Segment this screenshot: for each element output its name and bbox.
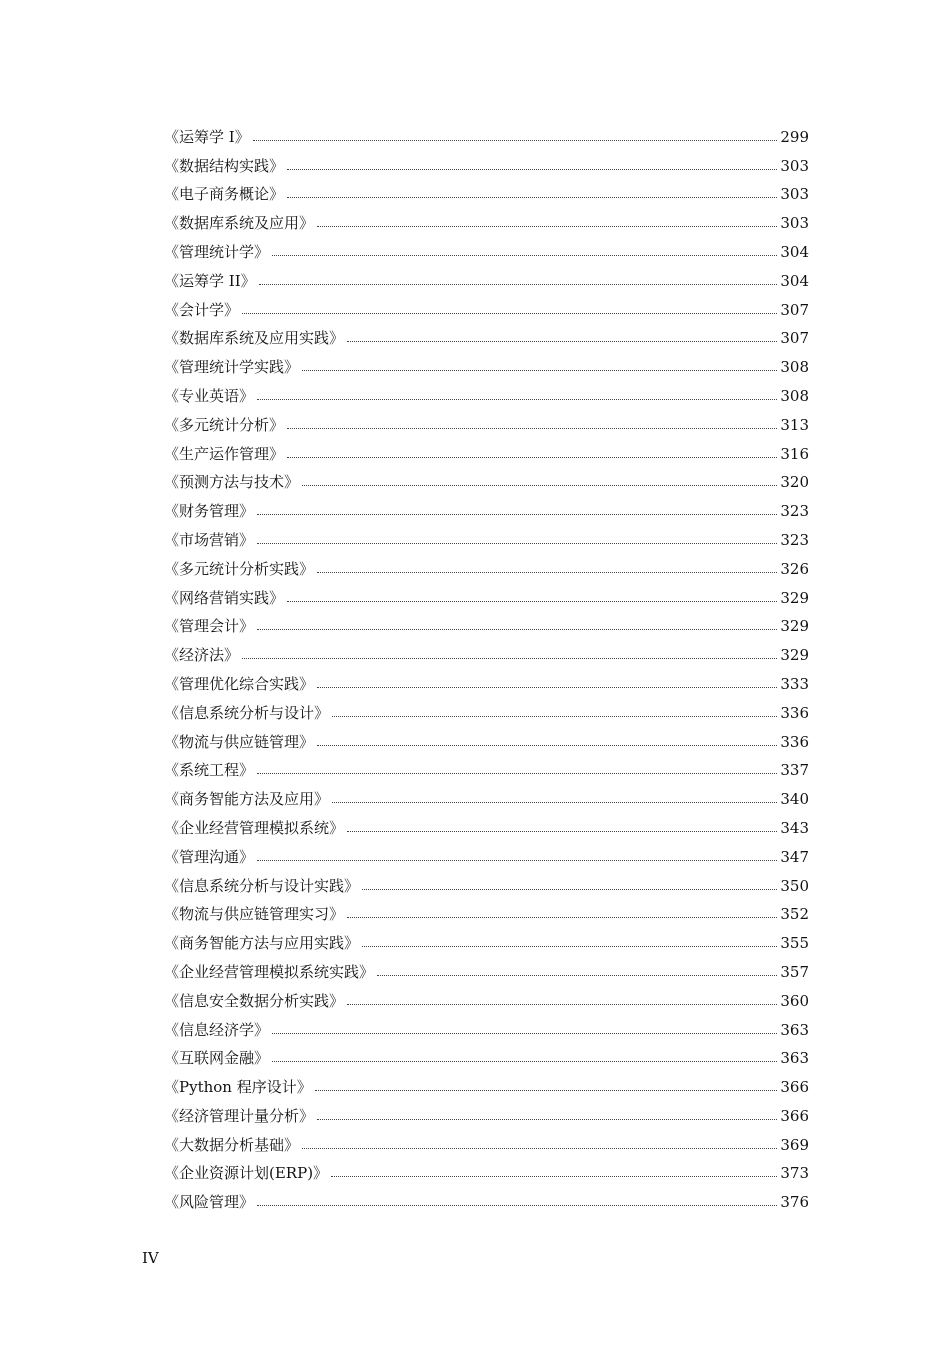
toc-entry-page: 303 bbox=[780, 156, 809, 175]
toc-entry-title: 《互联网金融》 bbox=[164, 1049, 270, 1068]
toc-entry[interactable] bbox=[164, 1010, 809, 1039]
toc-entry-page: 320 bbox=[780, 473, 809, 492]
toc-entry-page: 323 bbox=[780, 502, 809, 521]
toc-entry-page: 360 bbox=[780, 991, 809, 1010]
toc-entry-title: 《多元统计分析实践》 bbox=[164, 559, 315, 578]
toc-entry-page: 303 bbox=[780, 214, 809, 233]
toc-entry[interactable] bbox=[164, 463, 809, 492]
toc-entry-page: 307 bbox=[780, 329, 809, 348]
toc-entry-title: 《信息系统分析与设计实践》 bbox=[164, 876, 360, 895]
toc-entry-title: 《生产运作管理》 bbox=[164, 444, 285, 463]
toc-entry-title: 《运筹学 I》 bbox=[164, 127, 250, 146]
toc-entry-page: 340 bbox=[780, 790, 809, 809]
toc-entry-title: 《商务智能方法及应用》 bbox=[164, 790, 330, 809]
toc-dot-leader bbox=[347, 917, 777, 918]
toc-entry-title: 《管理优化综合实践》 bbox=[164, 674, 315, 693]
toc-entry[interactable] bbox=[164, 319, 809, 348]
toc-entry[interactable] bbox=[164, 607, 809, 636]
toc-entry-title: 《管理会计》 bbox=[164, 617, 255, 636]
toc-entry-page: 304 bbox=[780, 271, 809, 290]
toc-dot-leader bbox=[272, 1061, 777, 1062]
toc-entry-page: 376 bbox=[780, 1193, 809, 1212]
toc-entry-title: 《运筹学 II》 bbox=[164, 271, 256, 290]
toc-entry-title: 《信息安全数据分析实践》 bbox=[164, 991, 345, 1010]
toc-entry-title: 《会计学》 bbox=[164, 300, 240, 319]
toc-entry-page: 323 bbox=[780, 530, 809, 549]
toc-entry[interactable] bbox=[164, 808, 809, 837]
toc-dot-leader bbox=[272, 255, 777, 256]
toc-dot-leader bbox=[317, 687, 777, 688]
toc-entry[interactable] bbox=[164, 1067, 809, 1096]
toc-entry-page: 366 bbox=[780, 1078, 809, 1097]
toc-dot-leader bbox=[259, 284, 778, 285]
toc-dot-leader bbox=[315, 1090, 778, 1091]
toc-entry-page: 326 bbox=[780, 559, 809, 578]
toc-entry-title: 《管理统计学》 bbox=[164, 242, 270, 261]
toc-entry-title: 《管理沟通》 bbox=[164, 847, 255, 866]
toc-dot-leader bbox=[253, 140, 778, 141]
toc-entry-title: 《企业经营管理模拟系统》 bbox=[164, 818, 345, 837]
toc-entry-page: 307 bbox=[780, 300, 809, 319]
toc-entry-title: 《经济法》 bbox=[164, 646, 240, 665]
toc-entry-title: 《市场营销》 bbox=[164, 530, 255, 549]
toc-entry[interactable] bbox=[164, 549, 809, 578]
toc-entry-title: 《大数据分析基础》 bbox=[164, 1135, 300, 1154]
toc-entry-title: 《企业资源计划(ERP)》 bbox=[164, 1164, 329, 1183]
toc-entry-title: 《Python 程序设计》 bbox=[164, 1078, 312, 1097]
toc-entry-title: 《物流与供应链管理》 bbox=[164, 732, 315, 751]
toc-entry-title: 《电子商务概论》 bbox=[164, 185, 285, 204]
toc-dot-leader bbox=[317, 226, 777, 227]
toc-entry-title: 《管理统计学实践》 bbox=[164, 358, 300, 377]
toc-dot-leader bbox=[302, 485, 777, 486]
toc-dot-leader bbox=[287, 169, 777, 170]
toc-entry-page: 329 bbox=[780, 646, 809, 665]
toc-dot-leader bbox=[317, 572, 777, 573]
toc-dot-leader bbox=[257, 860, 777, 861]
toc-entry-page: 369 bbox=[780, 1135, 809, 1154]
toc-entry-page: 333 bbox=[780, 674, 809, 693]
toc-dot-leader bbox=[257, 399, 777, 400]
toc-entry[interactable] bbox=[164, 1125, 809, 1154]
toc-dot-leader bbox=[257, 514, 777, 515]
toc-dot-leader bbox=[317, 745, 777, 746]
toc-dot-leader bbox=[332, 802, 777, 803]
toc-entry-title: 《财务管理》 bbox=[164, 502, 255, 521]
toc-entry[interactable] bbox=[164, 722, 809, 751]
toc-entry-page: 336 bbox=[780, 732, 809, 751]
toc-entry[interactable] bbox=[164, 290, 809, 319]
toc-entry-page: 303 bbox=[780, 185, 809, 204]
toc-entry-page: 313 bbox=[780, 415, 809, 434]
page-folio: IV bbox=[142, 1249, 159, 1267]
table-of-contents bbox=[164, 117, 809, 1211]
toc-entry[interactable] bbox=[164, 347, 809, 376]
toc-entry[interactable] bbox=[164, 146, 809, 175]
toc-dot-leader bbox=[302, 370, 777, 371]
toc-entry-title: 《物流与供应链管理实习》 bbox=[164, 905, 345, 924]
toc-dot-leader bbox=[257, 629, 777, 630]
toc-dot-leader bbox=[257, 1205, 777, 1206]
toc-entry-page: 363 bbox=[780, 1049, 809, 1068]
toc-entry-title: 《数据库系统及应用实践》 bbox=[164, 329, 345, 348]
toc-entry[interactable] bbox=[164, 866, 809, 895]
toc-entry[interactable] bbox=[164, 1182, 809, 1211]
toc-entry-title: 《经济管理计量分析》 bbox=[164, 1106, 315, 1125]
toc-entry-title: 《数据结构实践》 bbox=[164, 156, 285, 175]
toc-entry-page: 366 bbox=[780, 1106, 809, 1125]
toc-entry-title: 《网络营销实践》 bbox=[164, 588, 285, 607]
toc-entry-title: 《信息经济学》 bbox=[164, 1020, 270, 1039]
toc-entry-page: 308 bbox=[780, 358, 809, 377]
toc-entry-title: 《企业经营管理模拟系统实践》 bbox=[164, 962, 375, 981]
toc-entry-page: 347 bbox=[780, 847, 809, 866]
toc-dot-leader bbox=[347, 1004, 777, 1005]
toc-entry-page: 343 bbox=[780, 818, 809, 837]
toc-dot-leader bbox=[377, 975, 777, 976]
toc-entry-page: 329 bbox=[780, 588, 809, 607]
toc-entry-title: 《风险管理》 bbox=[164, 1193, 255, 1212]
toc-entry-page: 308 bbox=[780, 386, 809, 405]
toc-entry[interactable] bbox=[164, 923, 809, 952]
toc-entry[interactable] bbox=[164, 837, 809, 866]
toc-entry[interactable] bbox=[164, 952, 809, 981]
toc-entry-page: 363 bbox=[780, 1020, 809, 1039]
toc-entry[interactable] bbox=[164, 405, 809, 434]
toc-dot-leader bbox=[331, 1176, 777, 1177]
toc-entry[interactable] bbox=[164, 261, 809, 290]
toc-entry-title: 《专业英语》 bbox=[164, 386, 255, 405]
toc-entry-page: 316 bbox=[780, 444, 809, 463]
toc-entry[interactable] bbox=[164, 635, 809, 664]
toc-dot-leader bbox=[332, 716, 777, 717]
toc-entry[interactable] bbox=[164, 664, 809, 693]
toc-entry-title: 《多元统计分析》 bbox=[164, 415, 285, 434]
toc-entry[interactable] bbox=[164, 520, 809, 549]
toc-entry[interactable] bbox=[164, 981, 809, 1010]
toc-dot-leader bbox=[287, 601, 777, 602]
toc-entry[interactable] bbox=[164, 578, 809, 607]
toc-dot-leader bbox=[242, 658, 777, 659]
toc-dot-leader bbox=[302, 1148, 777, 1149]
toc-dot-leader bbox=[362, 946, 777, 947]
toc-entry-page: 350 bbox=[780, 876, 809, 895]
toc-entry-title: 《信息系统分析与设计》 bbox=[164, 703, 330, 722]
toc-entry-title: 《数据库系统及应用》 bbox=[164, 214, 315, 233]
toc-dot-leader bbox=[287, 428, 777, 429]
toc-entry[interactable] bbox=[164, 1039, 809, 1068]
toc-entry-title: 《商务智能方法与应用实践》 bbox=[164, 934, 360, 953]
toc-dot-leader bbox=[287, 457, 777, 458]
toc-entry-page: 299 bbox=[780, 127, 809, 146]
toc-entry[interactable] bbox=[164, 376, 809, 405]
toc-entry[interactable] bbox=[164, 1154, 809, 1183]
toc-entry[interactable] bbox=[164, 895, 809, 924]
toc-dot-leader bbox=[347, 831, 777, 832]
toc-entry-page: 329 bbox=[780, 617, 809, 636]
toc-entry-title: 《预测方法与技术》 bbox=[164, 473, 300, 492]
toc-entry-page: 357 bbox=[780, 962, 809, 981]
toc-dot-leader bbox=[287, 197, 777, 198]
toc-dot-leader bbox=[362, 889, 777, 890]
toc-entry[interactable] bbox=[164, 693, 809, 722]
toc-entry[interactable] bbox=[164, 779, 809, 808]
toc-entry[interactable] bbox=[164, 1096, 809, 1125]
toc-dot-leader bbox=[242, 313, 777, 314]
toc-dot-leader bbox=[257, 543, 777, 544]
toc-entry[interactable] bbox=[164, 175, 809, 204]
toc-entry-page: 336 bbox=[780, 703, 809, 722]
toc-entry[interactable] bbox=[164, 434, 809, 463]
toc-entry[interactable] bbox=[164, 491, 809, 520]
toc-entry-page: 337 bbox=[780, 761, 809, 780]
toc-entry-page: 373 bbox=[780, 1164, 809, 1183]
toc-entry[interactable] bbox=[164, 232, 809, 261]
toc-dot-leader bbox=[272, 1033, 777, 1034]
toc-dot-leader bbox=[317, 1119, 777, 1120]
toc-entry[interactable] bbox=[164, 751, 809, 780]
toc-dot-leader bbox=[257, 773, 777, 774]
toc-entry-title: 《系统工程》 bbox=[164, 761, 255, 780]
toc-entry-page: 355 bbox=[780, 934, 809, 953]
toc-entry-page: 304 bbox=[780, 242, 809, 261]
toc-entry[interactable] bbox=[164, 203, 809, 232]
toc-dot-leader bbox=[347, 341, 777, 342]
toc-entry-page: 352 bbox=[780, 905, 809, 924]
toc-entry[interactable] bbox=[164, 117, 809, 146]
